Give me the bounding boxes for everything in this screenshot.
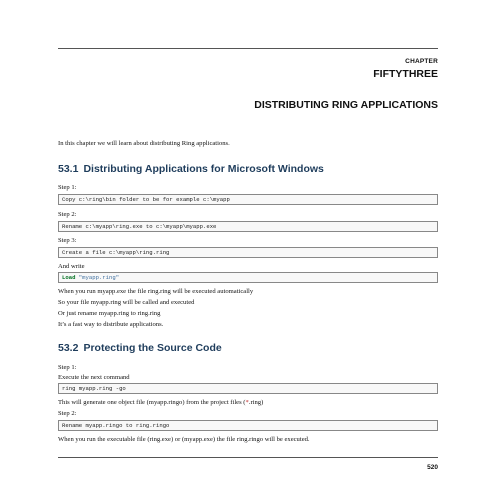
step-label: Step 1: <box>58 184 77 191</box>
section-heading-1 <box>58 163 324 175</box>
section-title: Protecting the Source Code <box>83 342 222 354</box>
body-line: When you run myapp.exe the file ring.ring will be executed automatically <box>58 288 254 295</box>
step-label: Step 1: <box>58 364 77 371</box>
step-label: Step 3: <box>58 237 77 244</box>
page-number: 520 <box>427 464 438 471</box>
gen-text-before: This will generate one object file (myapp.ringo) from the project files ( <box>58 399 246 406</box>
chapter-title: DISTRIBUTING RING APPLICATIONS <box>254 99 438 111</box>
code-keyword: Load <box>62 274 76 281</box>
header-rule <box>58 48 438 49</box>
section-number: 53.1 <box>58 163 79 175</box>
code-block: Rename myapp.ringo to ring.ringo <box>58 420 438 431</box>
code-block: ring myapp.ring -go <box>58 383 438 394</box>
section-number: 53.2 <box>58 342 79 354</box>
step-label: Step 2: <box>58 410 77 417</box>
code-string: "myapp.ring" <box>78 274 120 281</box>
code-block: Create a file c:\myapp\ring.ring <box>58 247 438 258</box>
body-line: It’s a fast way to distribute applications. <box>58 321 164 328</box>
chapter-number: FIFTYTHREE <box>373 68 438 80</box>
body-line: Or just rename myapp.ring to ring.ring <box>58 310 161 317</box>
section-title: Distributing Applications for Microsoft Windows <box>83 163 324 175</box>
step-label: Step 2: <box>58 211 77 218</box>
code-block: Copy c:\ring\bin folder to be for example c:\myapp <box>58 194 438 205</box>
glob-star: * <box>245 399 249 406</box>
code-block <box>58 272 438 283</box>
body-line: When you run the executable file (ring.exe) or (myapp.exe) the file ring.ringo will be executed. <box>58 436 310 443</box>
body-line: Execute the next command <box>58 374 130 381</box>
section-heading-2 <box>58 342 222 354</box>
gen-text-after: .ring) <box>248 399 264 406</box>
body-line: So your file myapp.ring will be called and executed <box>58 299 195 306</box>
body-line <box>58 399 263 406</box>
and-write-text: And write <box>58 263 85 270</box>
chapter-label: CHAPTER <box>405 58 438 65</box>
code-block: Rename c:\myapp\ring.exe to c:\myapp\myapp.exe <box>58 221 438 232</box>
intro-paragraph: In this chapter we will learn about distributing Ring applications. <box>58 140 230 147</box>
footer-rule <box>58 457 438 458</box>
document-page <box>58 0 438 495</box>
